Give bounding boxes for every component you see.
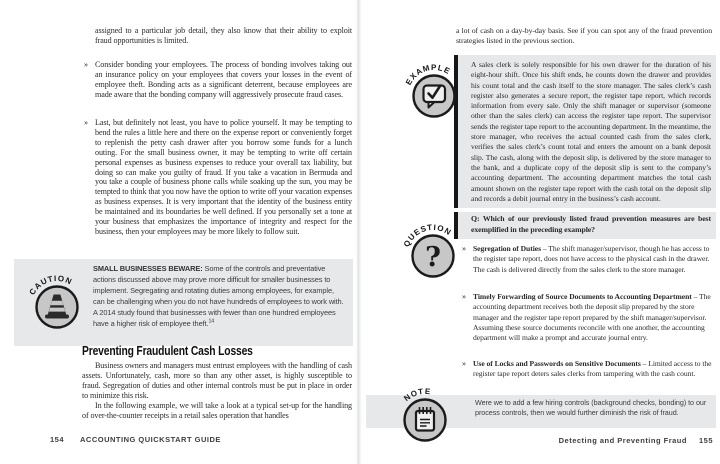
answer-text: Timely Forwarding of Source Documents to Accounting Department – The accounting department receives both the deposit slip prepared by the store manager and the register tape report prepared by the shift manager/supervisor. Assuming these source documents reconcile with one another, the accounting department will make a prompt and accurate journal entry. [473, 292, 711, 343]
bullet-item [84, 60, 352, 100]
page-number-right: 155 [698, 436, 713, 445]
note-text: Were we to add a few hiring controls (background checks, bonding) to our process controls, then we would further diminish the risk of fraud. [475, 398, 707, 417]
left-intro-paragraph: assigned to a particular job detail, they also know that their ability to exploit fraud opportunities is limited. [95, 26, 352, 45]
question-text: Q: Which of our previously listed fraud prevention measures are best exemplified in the preceding example? [471, 214, 711, 234]
answer-bullet [462, 244, 712, 275]
example-icon [402, 50, 466, 127]
bullet-item [84, 118, 352, 237]
question-mark-glyph: ? [425, 242, 441, 273]
question-prefix: Q: [471, 214, 480, 223]
page-footer-left [50, 435, 221, 444]
right-intro-paragraph: a lot of cash on a day-by-day basis. See if you can spot any of the fraud prevention strategies listed in the previous section. [456, 26, 712, 45]
answer-lead: Timely Forwarding of Source Documents to Accounting Department [473, 292, 692, 301]
svg-text:QUESTION: QUESTION [401, 222, 454, 249]
footnote-ref: 14 [208, 318, 215, 325]
footer-title-left: ACCOUNTING QUICKSTART GUIDE [80, 435, 221, 444]
bullet-marker: » [84, 118, 88, 127]
svg-text:EXAMPLE: EXAMPLE [403, 62, 453, 87]
bullet-text: Last, but definitely not least, you have to police yourself. It may be tempting to bend the rules a little here and there on the expense report or conveniently forget to replenish the petty cash drawer after you borrow some funds for a lunch outing. For the small business owner, it may be tempting to write off certain personal expenses as business expenses to reduce your overall tax liability, but doing so can make you guilty of fraud. If you take a vacation in Bermuda and you take a couple of business phone calls while soaking up the sun, you may be tempted to think that you now have the option to write off your vacation expenses as business expenses. It is very important that the identity of the business entity be maintained and its boundaries be well defined. If you personally set a tone at your business that emphasizes the importance of integrity and respect for the business, then your employees may be more likely to follow suit. [95, 118, 352, 236]
bullet-marker: » [462, 292, 466, 301]
section-heading: Preventing Fraudulent Cash Losses [82, 344, 253, 358]
bullet-text: Consider bonding your employees. The process of bonding involves taking out an insurance policy on your employees that covers your losses in the event of employee theft. Bonding acts as a significant deterrent, because employees are made aware that the bonding company will aggressively prosecute fraud cases. [95, 60, 352, 99]
answer-bullet [462, 292, 712, 343]
answer-text: Use of Locks and Passwords on Sensitive Documents – Limited access to the register tape report deters sales clerks from tampering with the cash count. [473, 359, 712, 379]
question-icon [401, 210, 465, 287]
caution-text: SMALL BUSINESSES BEWARE: Some of the controls and preventative actions discussed above may prove more difficult for smaller businesses to implement. Segregating and rotating duties among employees, for example, can be challenging when you do not have hundreds of employees to work with. A 2014 study found that businesses with fewer than one hundred employees have a higher risk of employee theft.$^{14}$ [93, 264, 344, 329]
caution-icon [25, 261, 89, 338]
answer-text: Segregation of Duties – The shift manager/supervisor, though he has access to the register tape report, does not have access to the physical cash in the drawer. The cash is delivered directly from the sales clerk to the store manager. [473, 244, 710, 274]
answer-lead: Use of Locks and Passwords on Sensitive Documents [473, 359, 641, 368]
bullet-marker: » [462, 244, 466, 253]
example-text: A sales clerk is solely responsible for his own drawer for the duration of his eight-hour shift. Once his shift ends, he counts down the drawer and provides his count total and the cash itself to the store manager. The sales clerk’s cash register also generates a secure report, the register tape report, which records information from every sale. Only the shift manager or supervisor (someone other than the sales clerk) can access the register tape report. The supervisor sends the register tape report to the accounting department. In the meantime, the store manager, who receives the actual counted cash from the sales clerk, verifies the sales clerk’s count total and enters the amount on a bank deposit slip. The cash, along with the deposit slip, is delivered by the store manager to the bank, and a duplicate copy of the deposit slip is sent to the company’s accounting department. The accounting department matches the total cash amount shown on the register tape report with the cash total on the deposit slip and records a debit journal entry in the business’s cash account. [471, 60, 711, 203]
footer-title-right: Detecting and Preventing Fraud [558, 436, 687, 445]
bullet-marker: » [462, 359, 466, 368]
caution-lead: SMALL BUSINESSES BEWARE: [93, 264, 203, 273]
body-paragraph: In the following example, we will take a look at a typical set-up for the handling of over-the-counter receipts in a retail sales operation that handles [82, 400, 352, 420]
svg-text:NOTE: NOTE [402, 386, 432, 404]
page-right [360, 0, 720, 464]
page-number-left: 154 [50, 435, 65, 444]
bullet-marker: » [84, 60, 88, 69]
body-paragraph: Business owners and managers must entrust employees with the handling of cash assets. Unfortunately, cash, more so than any other asset, is highly susceptible to fraud. Segregation of duties and other internal controls must be put in place in order to minimize this risk. [82, 361, 352, 400]
answer-lead: Segregation of Duties [473, 244, 541, 253]
note-icon [393, 374, 457, 451]
svg-text:CAUTION: CAUTION [27, 273, 74, 297]
answer-bullet [462, 359, 712, 380]
